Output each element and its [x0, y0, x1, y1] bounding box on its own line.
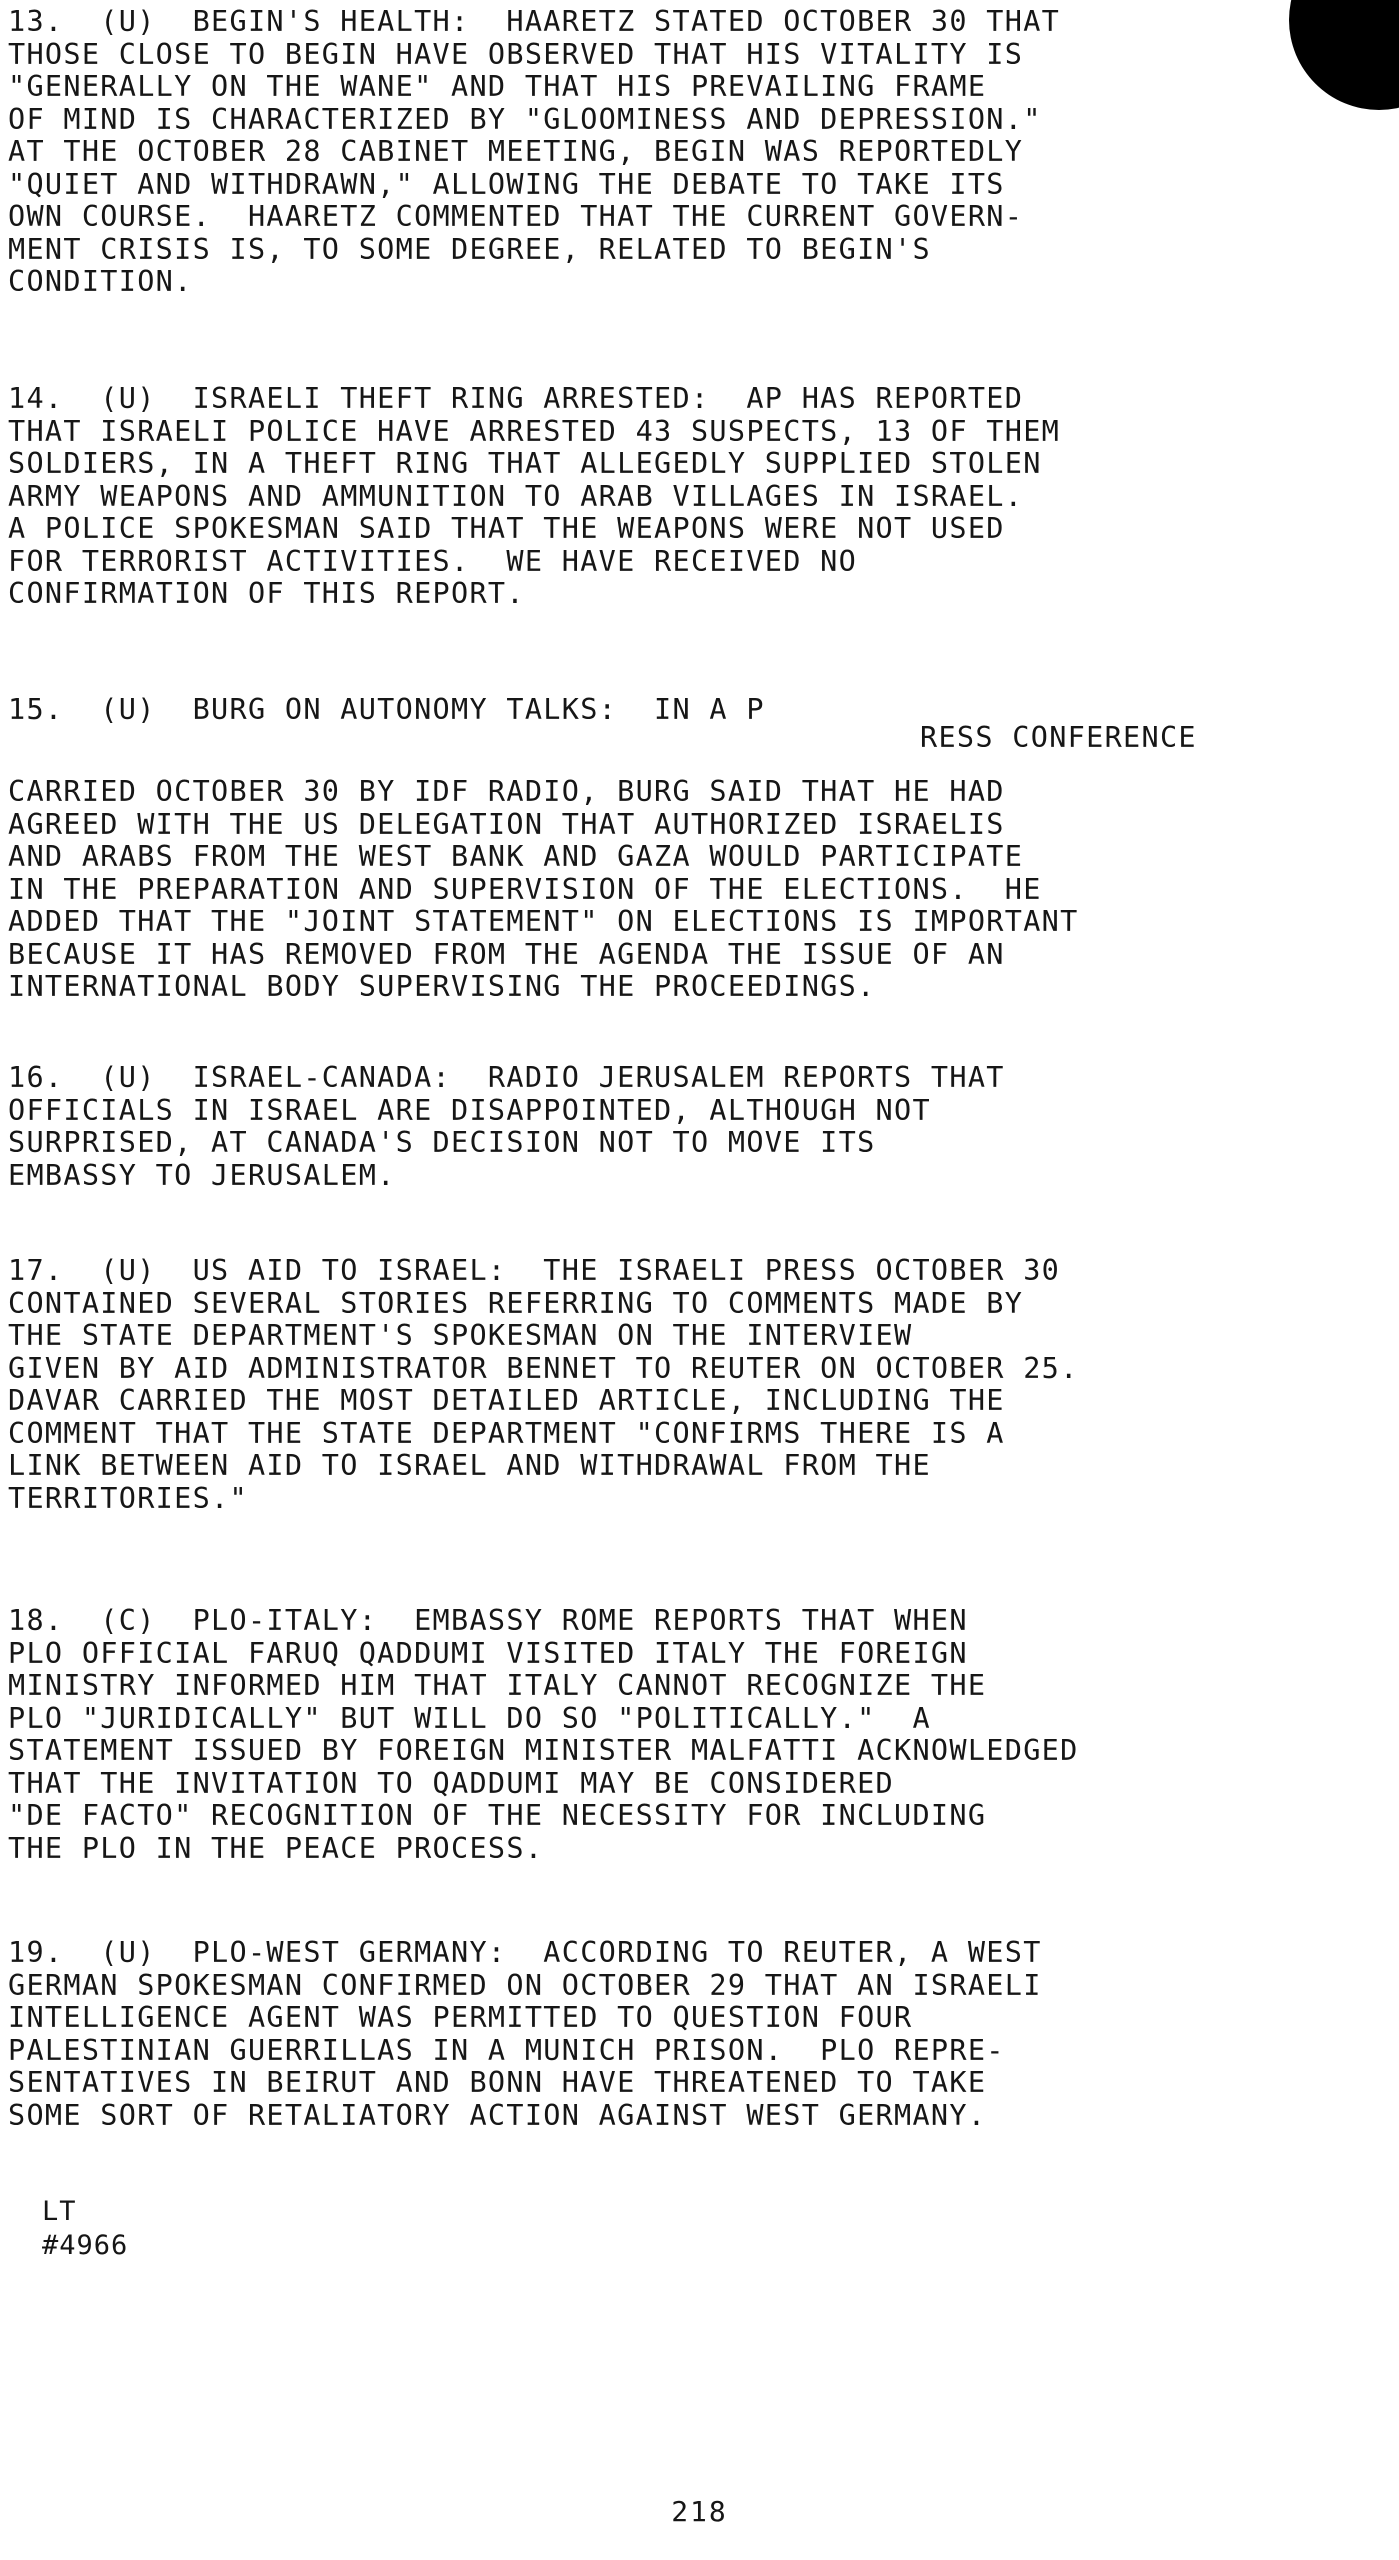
text-line: INTERNATIONAL BODY SUPERVISING THE PROCEEDINGS.: [8, 970, 876, 1003]
text-line: A POLICE SPOKESMAN SAID THAT THE WEAPONS WERE NOT USED: [8, 512, 1005, 545]
text-line: MINISTRY INFORMED HIM THAT ITALY CANNOT RECOGNIZE THE: [8, 1669, 987, 1702]
text-line: THOSE CLOSE TO BEGIN HAVE OBSERVED THAT HIS VITALITY IS: [8, 37, 1024, 71]
text-line: THAT ISRAELI POLICE HAVE ARRESTED 43 SUSPECTS, 13 OF THEM: [8, 414, 1061, 448]
text-line: 17. (U) US AID TO ISRAEL: THE ISRAELI PRESS OCTOBER 30: [8, 1254, 1061, 1287]
text-line: FOR TERRORIST ACTIVITIES. WE HAVE RECEIVED NO: [8, 544, 858, 578]
footer-reference: #4966: [42, 2230, 129, 2261]
paragraph-15: [8, 776, 1368, 1004]
text-line: OF MIND IS CHARACTERIZED BY "GLOOMINESS AND DEPRESSION.": [8, 102, 1042, 136]
text-line: GERMAN SPOKESMAN CONFIRMED ON OCTOBER 29 THAT AN ISRAELI: [8, 1968, 1042, 2002]
text-line: COMMENT THAT THE STATE DEPARTMENT "CONFIRMS THERE IS A: [8, 1416, 1005, 1450]
text-line: AT THE OCTOBER 28 CABINET MEETING, BEGIN WAS REPORTEDLY: [8, 135, 1024, 168]
text-line: DAVAR CARRIED THE MOST DETAILED ARTICLE, INCLUDING THE: [8, 1384, 1005, 1417]
footer-block: [42, 2195, 128, 2263]
text-line: LINK BETWEEN AID TO ISRAEL AND WITHDRAWAL FROM THE: [8, 1449, 931, 1482]
text-line: THE PLO IN THE PEACE PROCESS.: [8, 1831, 544, 1865]
text-line: AGREED WITH THE US DELEGATION THAT AUTHORIZED ISRAELIS: [8, 807, 1005, 841]
text-line: CONFIRMATION OF THIS REPORT.: [8, 577, 525, 610]
text-line: 14. (U) ISRAELI THEFT RING ARRESTED: AP HAS REPORTED: [8, 382, 1024, 415]
text-line: 19. (U) PLO-WEST GERMANY: ACCORDING TO REUTER, A WEST: [8, 1936, 1042, 1969]
text-line: GIVEN BY AID ADMINISTRATOR BENNET TO REUTER ON OCTOBER 25.: [8, 1351, 1079, 1385]
text-line: IN THE PREPARATION AND SUPERVISION OF THE ELECTIONS. HE: [8, 872, 1042, 906]
text-line: SURPRISED, AT CANADA'S DECISION NOT TO MOVE ITS: [8, 1126, 876, 1159]
text-line: "GENERALLY ON THE WANE" AND THAT HIS PREVAILING FRAME: [8, 70, 987, 103]
text-line: CARRIED OCTOBER 30 BY IDF RADIO, BURG SAID THAT HE HAD: [8, 775, 1005, 808]
text-line: TERRITORIES.": [8, 1481, 248, 1515]
text-line: "DE FACTO" RECOGNITION OF THE NECESSITY FOR INCLUDING: [8, 1799, 987, 1832]
page-number: 218: [671, 2495, 728, 2528]
text-line: 18. (C) PLO-ITALY: EMBASSY ROME REPORTS THAT WHEN: [8, 1604, 968, 1637]
text-line: ARMY WEAPONS AND AMMUNITION TO ARAB VILLAGES IN ISRAEL.: [8, 479, 1024, 513]
paragraph-13: [8, 6, 1368, 299]
paragraph-16: [8, 1062, 1368, 1192]
footer-initials: LT: [42, 2196, 77, 2227]
text-line: ADDED THAT THE "JOINT STATEMENT" ON ELECTIONS IS IMPORTANT: [8, 905, 1079, 938]
text-line: 16. (U) ISRAEL-CANADA: RADIO JERUSALEM REPORTS THAT: [8, 1061, 1005, 1094]
text-line: MENT CRISIS IS, TO SOME DEGREE, RELATED TO BEGIN'S: [8, 232, 931, 266]
text-line: CONDITION.: [8, 265, 193, 298]
text-line: BECAUSE IT HAS REMOVED FROM THE AGENDA THE ISSUE OF AN: [8, 937, 1005, 971]
text-line: AND ARABS FROM THE WEST BANK AND GAZA WOULD PARTICIPATE: [8, 840, 1024, 873]
paragraph-17: [8, 1255, 1368, 1515]
paragraph-19: [8, 1937, 1368, 2132]
text-line: SOLDIERS, IN A THEFT RING THAT ALLEGEDLY SUPPLIED STOLEN: [8, 447, 1042, 480]
text-line: 13. (U) BEGIN'S HEALTH: HAARETZ STATED OCTOBER 30 THAT: [8, 5, 1061, 38]
paragraph-15-first-line: 15. (U) BURG ON AUTONOMY TALKS: IN A P: [8, 693, 765, 726]
text-line: OFFICIALS IN ISRAEL ARE DISAPPOINTED, ALTHOUGH NOT: [8, 1093, 931, 1127]
text-line: EMBASSY TO JERUSALEM.: [8, 1158, 396, 1192]
text-line: CONTAINED SEVERAL STORIES REFERRING TO COMMENTS MADE BY: [8, 1286, 1024, 1320]
paragraph-18: [8, 1605, 1368, 1865]
text-line: PLO "JURIDICALLY" BUT WILL DO SO "POLITICALLY." A: [8, 1701, 931, 1735]
text-line: STATEMENT ISSUED BY FOREIGN MINISTER MALFATTI ACKNOWLEDGED: [8, 1734, 1079, 1767]
paragraph-15-first-line-continuation: RESS CONFERENCE: [920, 721, 1197, 754]
text-line: SENTATIVES IN BEIRUT AND BONN HAVE THREATENED TO TAKE: [8, 2066, 987, 2099]
text-line: THAT THE INVITATION TO QADDUMI MAY BE CONSIDERED: [8, 1766, 895, 1800]
paragraph-14: [8, 383, 1368, 611]
text-line: OWN COURSE. HAARETZ COMMENTED THAT THE CURRENT GOVERN-: [8, 200, 1024, 233]
text-line: PLO OFFICIAL FARUQ QADDUMI VISITED ITALY THE FOREIGN: [8, 1636, 968, 1670]
text-line: PALESTINIAN GUERRILLAS IN A MUNICH PRISON. PLO REPRE-: [8, 2033, 1005, 2067]
text-line: SOME SORT OF RETALIATORY ACTION AGAINST WEST GERMANY.: [8, 2098, 987, 2132]
text-line: THE STATE DEPARTMENT'S SPOKESMAN ON THE INTERVIEW: [8, 1319, 913, 1352]
text-line: "QUIET AND WITHDRAWN," ALLOWING THE DEBATE TO TAKE ITS: [8, 167, 1005, 201]
text-line: INTELLIGENCE AGENT WAS PERMITTED TO QUESTION FOUR: [8, 2001, 913, 2034]
